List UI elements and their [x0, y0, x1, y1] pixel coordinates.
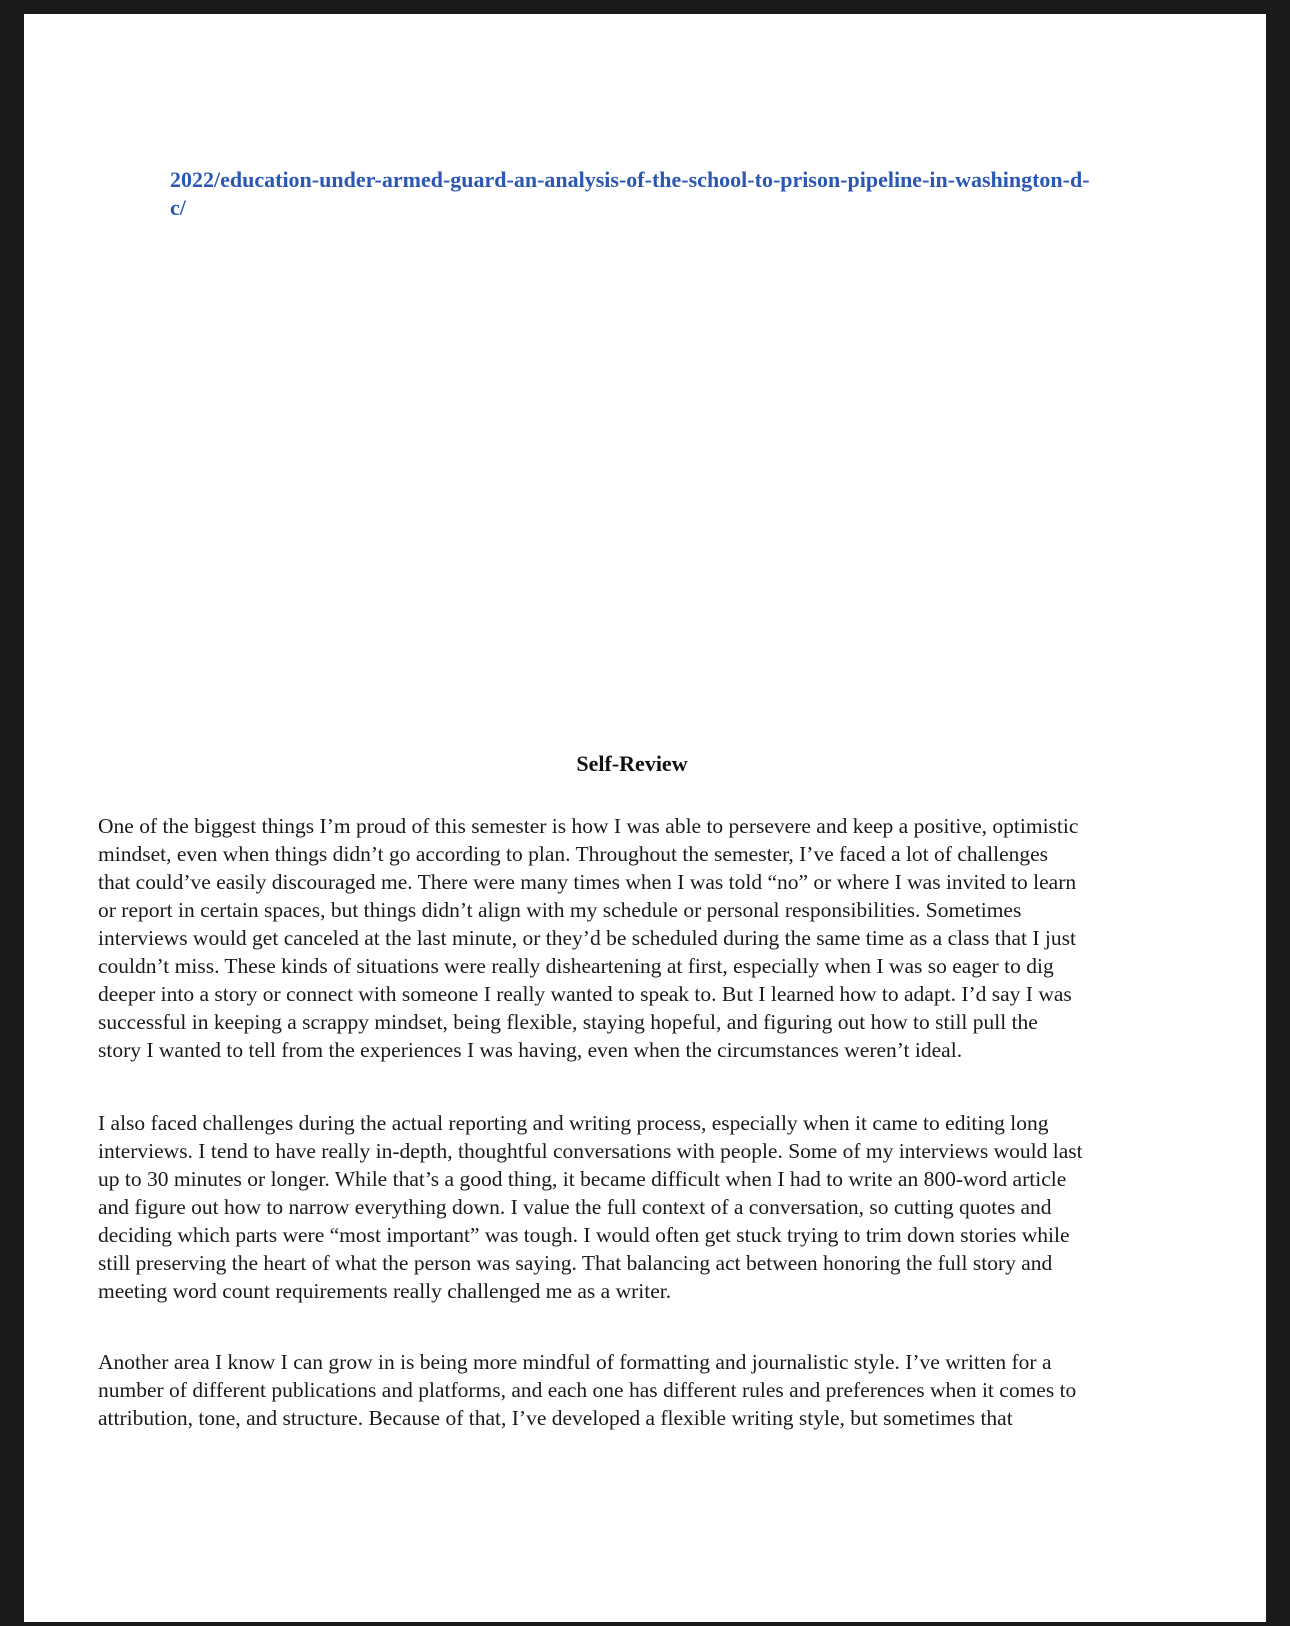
text-line: still preserving the heart of what the person was saying. That balancing act between honoring the full story and — [98, 1251, 1053, 1275]
text-line: deeper into a story or connect with someone I really wanted to speak to. But I learned how to adapt. I’d say I was — [98, 982, 1072, 1006]
text-line: couldn’t miss. These kinds of situations were really disheartening at first, especially when I was so eager to dig — [98, 954, 1054, 978]
text-line: I also faced challenges during the actual reporting and writing process, especially when it came to editing long — [98, 1111, 1049, 1135]
url-link-line-1[interactable]: 2022/education-under-armed-guard-an-analysis-of-the-school-to-prison-pipeline-in-washington-d- — [170, 167, 1090, 192]
text-line: successful in keeping a scrappy mindset, being flexible, staying hopeful, and figuring out how to still pull the — [98, 1010, 1038, 1034]
text-line: Another area I know I can grow in is being more mindful of formatting and journalistic style. I’ve written for a — [98, 1350, 1052, 1374]
text-line: number of different publications and platforms, and each one has different rules and preferences when it comes to — [98, 1378, 1077, 1402]
text-line: story I wanted to tell from the experiences I was having, even when the circumstances weren’t ideal. — [98, 1038, 963, 1062]
text-line: interviews would get canceled at the last minute, or they’d be scheduled during the same time as a class that I just — [98, 926, 1076, 950]
text-line: One of the biggest things I’m proud of this semester is how I was able to persevere and keep a positive, optimistic — [98, 814, 1079, 838]
text-line: meeting word count requirements really challenged me as a writer. — [98, 1279, 672, 1303]
document-page — [24, 14, 1266, 1622]
text-line: or report in certain spaces, but things didn’t align with my schedule or personal responsibilities. Sometimes — [98, 898, 1022, 922]
text-line: that could’ve easily discouraged me. There were many times when I was told “no” or where I was invited to learn — [98, 870, 1077, 894]
text-line: up to 30 minutes or longer. While that’s a good thing, it became difficult when I had to write an 800-word article — [98, 1167, 1067, 1191]
text-line: attribution, tone, and structure. Because of that, I’ve developed a flexible writing style, but sometimes that — [98, 1406, 1013, 1430]
section-heading: Self-Review — [576, 751, 688, 776]
text-line: mindset, even when things didn’t go according to plan. Throughout the semester, I’ve faced a lot of challenges — [98, 842, 1049, 866]
text-line: and figure out how to narrow everything down. I value the full context of a conversation, so cutting quotes and — [98, 1195, 1052, 1219]
url-link-line-2[interactable]: c/ — [170, 195, 186, 220]
text-line: deciding which parts were “most important” was tough. I would often get stuck trying to trim down stories while — [98, 1223, 1070, 1247]
text-line: interviews. I tend to have really in-depth, thoughtful conversations with people. Some of my interviews would last — [98, 1139, 1083, 1163]
